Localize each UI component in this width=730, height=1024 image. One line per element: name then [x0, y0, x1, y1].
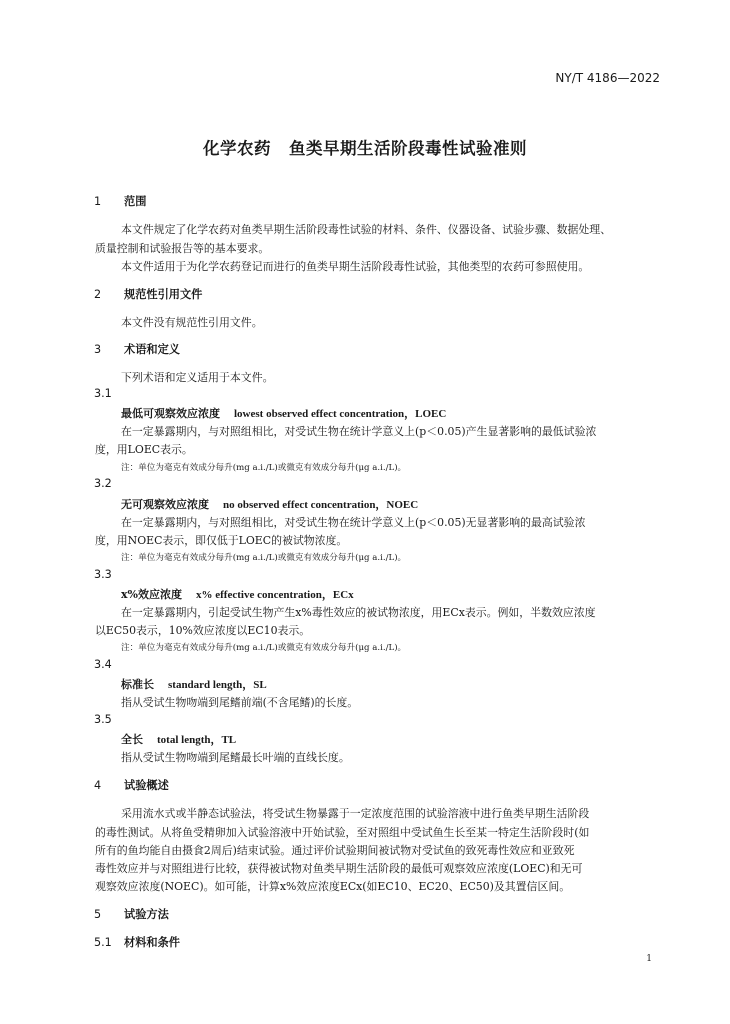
term-3-4-number: 3.4 [94, 658, 112, 671]
page-number: 1 [646, 954, 652, 964]
term-3-1-def-line1: 在一定暴露期内，与对照组相比，对受试生物在统计学意义上(p＜0.05)产生显著影响的最低试验浓 [121, 425, 597, 438]
section-3-intro: 下列术语和定义适用于本文件。 [121, 371, 274, 384]
term-3-2-def-line1: 在一定暴露期内，与对照组相比，对受试生物在统计学意义上(p＜0.05)无显著影响的最高试验浓 [121, 516, 586, 529]
section-4-line4: 毒性效应并与对照组进行比较，获得被试物对鱼类早期生活阶段的最低可观察效应浓度(LOEC)和无可 [95, 862, 583, 875]
term-3-4-def-line1: 指从受试生物吻端到尾鳍前端(不含尾鳍)的长度。 [121, 696, 359, 709]
term-3-3-note: 注：单位为毫克有效成分每升(mg a.i./L)或微克有效成分每升(μg a.i./L)。 [121, 643, 407, 653]
term-3-3-title: x%效应浓度 x% effective concentration，ECx [121, 588, 354, 601]
title-part1: 化学农药 [203, 139, 271, 158]
section-4-heading: 4 试验概述 [94, 779, 169, 792]
term-3-4-title: 标准长 standard length，SL [121, 678, 267, 691]
term-3-5-title: 全长 total length，TL [121, 733, 237, 746]
section-1-heading: 1 范围 [94, 195, 147, 208]
term-3-2-title: 无可观察效应浓度 no observed effect concentration，NOEC [121, 498, 419, 511]
term-3-1-number: 3.1 [94, 387, 112, 400]
section-5-1-heading: 5.1 材料和条件 [94, 936, 180, 949]
section-5-heading: 5 试验方法 [94, 908, 169, 921]
section-4-line2: 的毒性测试。从将鱼受精卵加入试验溶液中开始试验，至对照组中受试鱼生长至某一特定生活阶段时(如 [95, 826, 590, 839]
section-1-para1-line1: 本文件规定了化学农药对鱼类早期生活阶段毒性试验的材料、条件、仪器设备、试验步骤、数据处理、 [121, 223, 612, 236]
section-4-line5: 观察效应浓度(NOEC)。如可能，计算x%效应浓度ECx(如EC10、EC20、EC50)及其置信区间。 [95, 880, 571, 893]
title-part2: 鱼类早期生活阶段毒性试验准则 [289, 139, 527, 158]
term-3-2-number: 3.2 [94, 477, 112, 490]
section-4-line1: 采用流水式或半静态试验法，将受试生物暴露于一定浓度范围的试验溶液中进行鱼类早期生活阶段 [121, 807, 590, 820]
section-3-heading: 3 术语和定义 [94, 343, 180, 356]
term-3-5-def-line1: 指从受试生物吻端到尾鳍最长叶端的直线长度。 [121, 751, 350, 764]
term-3-1-title: 最低可观察效应浓度 lowest observed effect concentration，LOEC [121, 407, 447, 420]
section-4-line3: 所有的鱼均能自由摄食2周后)结束试验。通过评价试验期间被试物对受试鱼的致死毒性效应和亚致死 [95, 844, 575, 857]
standard-number: NY/T 4186—2022 [555, 71, 660, 85]
document-title [0, 135, 730, 159]
term-3-2-note: 注：单位为毫克有效成分每升(mg a.i./L)或微克有效成分每升(μg a.i./L)。 [121, 553, 407, 563]
term-3-3-def-line1: 在一定暴露期内，引起受试生物产生x%毒性效应的被试物浓度，用ECx表示。例如，半数效应浓度 [121, 606, 596, 619]
section-2-para1: 本文件没有规范性引用文件。 [121, 316, 263, 329]
section-2-heading: 2 规范性引用文件 [94, 288, 203, 301]
term-3-5-number: 3.5 [94, 713, 112, 726]
section-1-para2-line1: 本文件适用于为化学农药登记而进行的鱼类早期生活阶段毒性试验，其他类型的农药可参照使用。 [121, 260, 590, 273]
term-3-1-note: 注：单位为毫克有效成分每升(mg a.i./L)或微克有效成分每升(μg a.i./L)。 [121, 463, 407, 473]
term-3-1-def-line2: 度，用LOEC表示。 [95, 443, 193, 456]
section-1-para1-line2: 质量控制和试验报告等的基本要求。 [95, 242, 270, 255]
term-3-2-def-line2: 度，用NOEC表示，即仅低于LOEC的被试物浓度。 [95, 534, 348, 547]
term-3-3-def-line2: 以EC50表示，10%效应浓度以EC10表示。 [95, 624, 311, 637]
term-3-3-number: 3.3 [94, 568, 112, 581]
